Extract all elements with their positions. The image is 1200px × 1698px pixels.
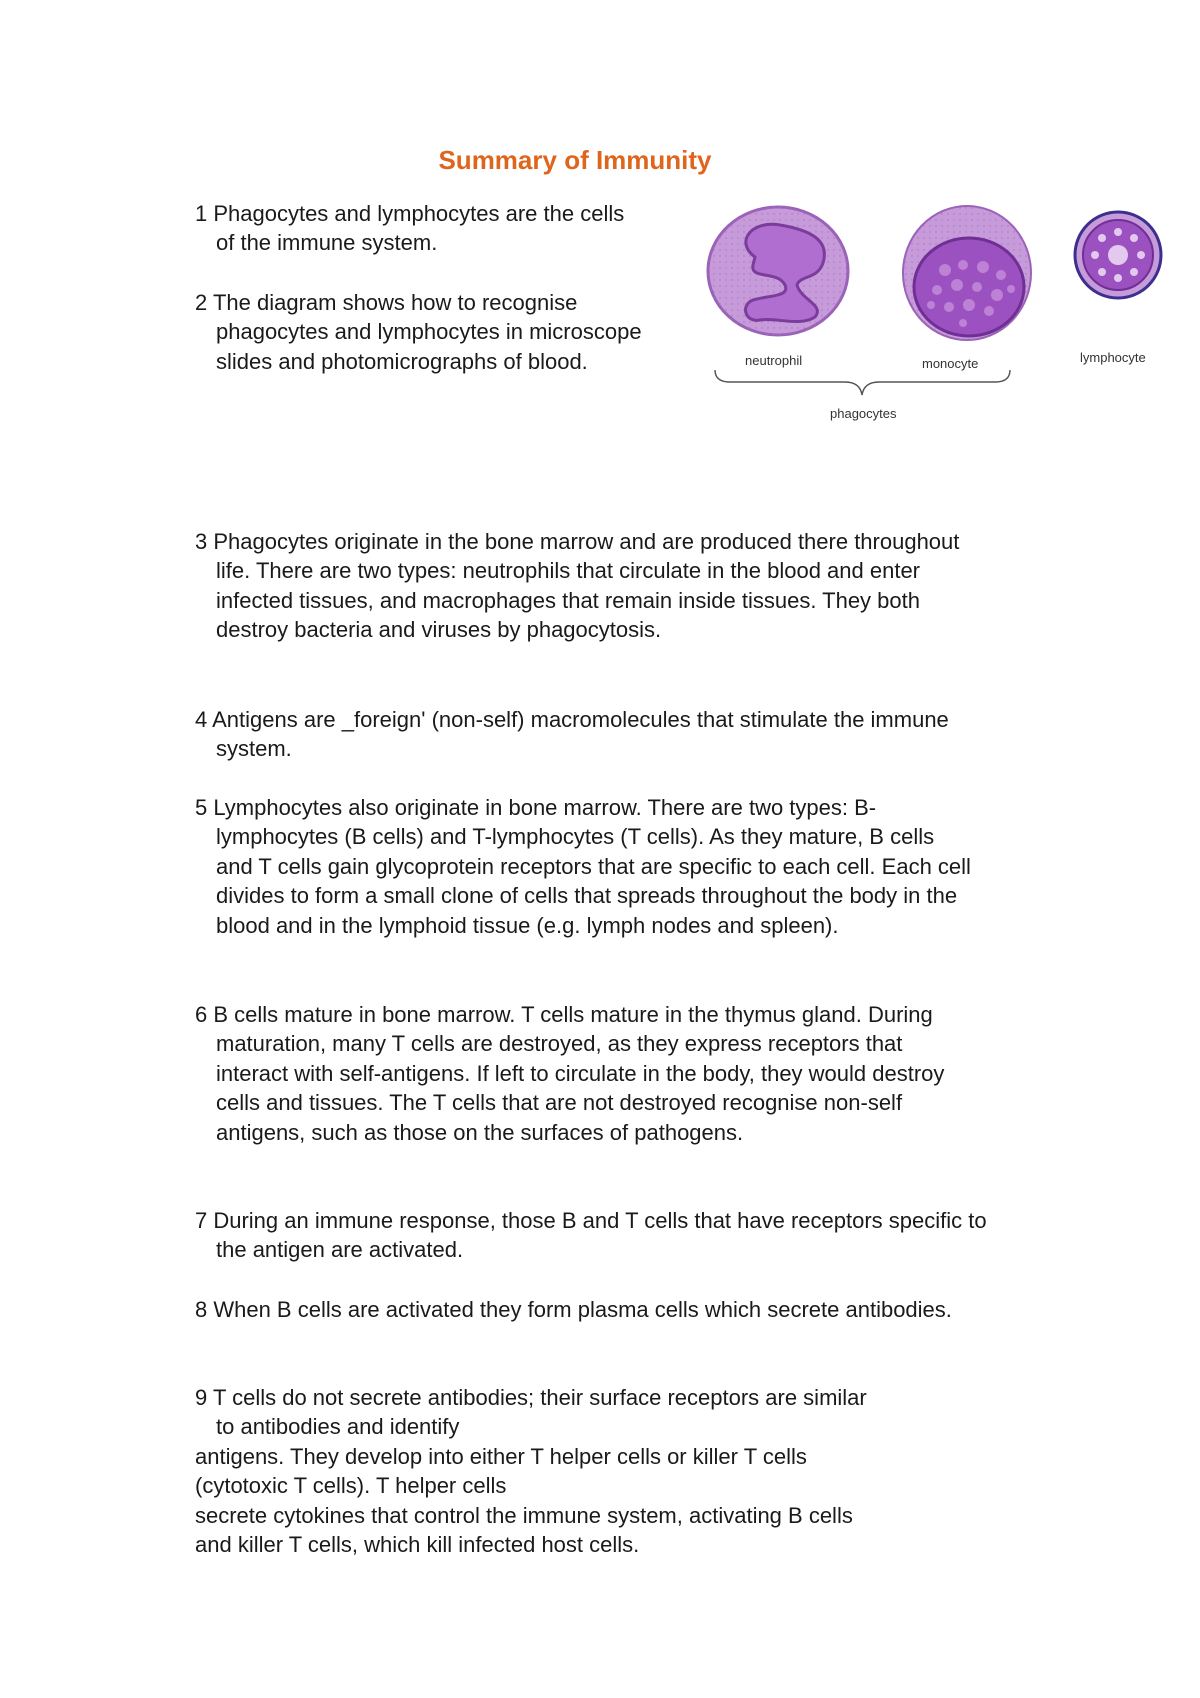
phagocytes-brace: [715, 370, 1010, 395]
neutrophil-cell: [708, 207, 848, 335]
paragraph-7: 7 During an immune response, those B and T cells that have receptors specific to the antigen are activated.: [195, 1208, 987, 1263]
paragraph-5: 5 Lymphocytes also originate in bone marrow. There are two types: B-lymphocytes (B cells) and T-lymphocytes (T cells). As they mature, B cells and T cells gain glycoprotein receptors that are specific to each cell. Each cell divides to form a small clone of cells that spreads throughout the body in the blood and in the lymphoid tissue (e.g. lymph nodes and spleen).: [195, 795, 971, 938]
paragraph-6: 6 B cells mature in bone marrow. T cells mature in the thymus gland. During maturation, many T cells are destroyed, as they express receptors that interact with self-antigens. If left to circulate in the body, they would destroy cells and tissues. The T cells that are not destroyed recognise non-self antigens, such as those on the surfaces of pathogens.: [195, 1002, 945, 1145]
page-title: Summary of Immunity: [438, 145, 712, 175]
neutrophil-nucleus: [746, 224, 825, 321]
monocyte-nucleus: [914, 238, 1024, 336]
paragraph-1: 1 Phagocytes and lymphocytes are the cells of the immune system.: [195, 201, 625, 256]
paragraph-9-line-5: secrete cytokines that control the immune system, activating B cells: [195, 1503, 853, 1528]
blood-cells-diagram: [705, 205, 1165, 435]
lymphocyte-cell: [1075, 212, 1161, 298]
paragraph-9-line-1: 9 T cells do not secrete antibodies; their surface receptors are similar: [195, 1385, 867, 1410]
monocyte-label: monocyte: [922, 356, 979, 371]
paragraph-8: 8 When B cells are activated they form plasma cells which secrete antibodies.: [195, 1297, 952, 1322]
lymphocyte-label: lymphocyte: [1080, 350, 1146, 365]
paragraph-9-line-2: to antibodies and identify: [216, 1414, 460, 1439]
paragraph-3: 3 Phagocytes originate in the bone marrow and are produced there throughout life. There are two types: neutrophils that circulate in the blood and enter infected tissues, and macrophages that remain inside tissues. They both destroy bacteria and viruses by phagocytosis.: [195, 529, 960, 643]
paragraph-9-line-6: and killer T cells, which kill infected host cells.: [195, 1532, 640, 1557]
phagocytes-label: phagocytes: [830, 406, 897, 421]
monocyte-cell: [903, 206, 1031, 340]
paragraph-9-line-3: antigens. They develop into either T helper cells or killer T cells: [195, 1444, 807, 1469]
paragraph-2: 2 The diagram shows how to recognise phagocytes and lymphocytes in microscope slides and photomicrographs of blood.: [195, 290, 642, 374]
paragraph-9-line-4: (cytotoxic T cells). T helper cells: [195, 1473, 507, 1498]
neutrophil-label: neutrophil: [745, 353, 803, 368]
paragraph-4: 4 Antigens are _foreign' (non-self) macromolecules that stimulate the immune system.: [195, 707, 949, 762]
